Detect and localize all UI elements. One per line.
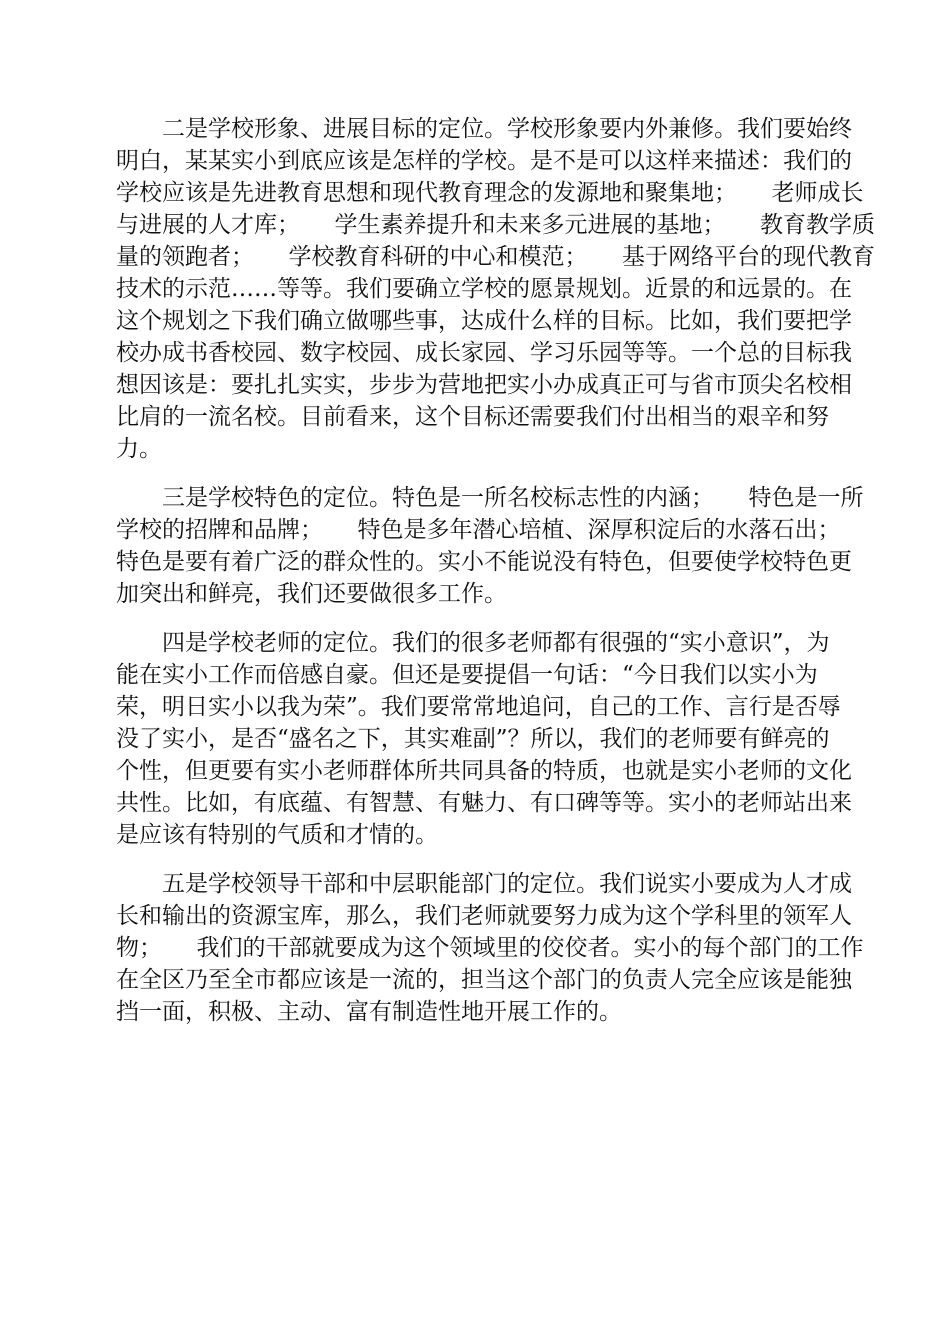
text-line: 力。 (116, 436, 162, 462)
text-line: 特色是要有着广泛的群众性的。实小不能说没有特色，但要使学校特色更 (116, 549, 852, 575)
text-line: 挡一面，积极、主动、富有制造性地开展工作的。 (116, 999, 622, 1025)
text-line: 是应该有特别的气质和才情的。 (116, 822, 438, 848)
text-line: 五是学校领导干部和中层职能部门的定位。我们说实小要成为人才成 (116, 871, 852, 897)
text-line: 能在实小工作而倍感自豪。但还是要提倡一句话：“今日我们以实小为 (116, 662, 818, 688)
text-line: 量的领跑者； 学校教育科研的中心和模范； 基于网络平台的现代教育 (116, 244, 875, 270)
text-line: 明白，某某实小到底应该是怎样的学校。是不是可以这样来描述：我们的 (116, 148, 852, 174)
text-line: 四是学校老师的定位。我们的很多老师都有很强的“实小意识”，为 (116, 630, 830, 656)
text-line: 学校的招牌和品牌； 特色是多年潜心培植、深厚积淀后的水落石出； (116, 517, 841, 543)
text-line: 长和输出的资源宝库，那么，我们老师就要努力成为这个学科里的领军人 (116, 903, 852, 929)
text-line: 加突出和鲜亮，我们还要做很多工作。 (116, 581, 507, 607)
text-line: 共性。比如，有底蕴、有智慧、有魅力、有口碑等等。实小的老师站出来 (116, 790, 852, 816)
text-line: 想因该是：要扎扎实实，步步为营地把实小办成真正可与省市顶尖名校相 (116, 372, 852, 398)
text-line: 三是学校特色的定位。特色是一所名校标志性的内涵； 特色是一所 (116, 485, 864, 511)
paragraph-school-leadership (116, 868, 864, 1028)
paragraph-school-features (116, 482, 864, 610)
paragraph-school-teachers (116, 627, 852, 851)
text-line: 学校应该是先进教育思想和现代教育理念的发源地和聚集地； 老师成长 (116, 180, 864, 206)
text-line: 二是学校形象、进展目标的定位。学校形象要内外兼修。我们要始终 (116, 116, 852, 142)
paragraph-school-image (116, 113, 875, 465)
text-line: 没了实小，是否“盛名之下，其实难副”？所以，我们的老师要有鲜亮的 (116, 726, 830, 752)
text-line: 在全区乃至全市都应该是一流的，担当这个部门的负责人完全应该是能独 (116, 967, 852, 993)
text-line: 比肩的一流名校。目前看来，这个目标还需要我们付出相当的艰辛和努 (116, 404, 829, 430)
text-line: 与进展的人才库； 学生素养提升和未来多元进展的基地； 教育教学质 (116, 212, 875, 238)
text-line: 技术的示范……等等。我们要确立学校的愿景规划。近景的和远景的。在 (116, 276, 852, 302)
text-line: 物； 我们的干部就要成为这个领域里的佼佼者。实小的每个部门的工作 (116, 935, 864, 961)
text-line: 个性，但更要有实小老师群体所共同具备的特质，也就是实小老师的文化 (116, 758, 852, 784)
document-page (116, 113, 875, 1045)
text-line: 这个规划之下我们确立做哪些事，达成什么样的目标。比如，我们要把学 (116, 308, 852, 334)
text-line: 荣，明日实小以我为荣”。我们要常常地追问，自己的工作、言行是否辱 (116, 694, 841, 720)
text-line: 校办成书香校园、数字校园、成长家园、学习乐园等等。一个总的目标我 (116, 340, 852, 366)
